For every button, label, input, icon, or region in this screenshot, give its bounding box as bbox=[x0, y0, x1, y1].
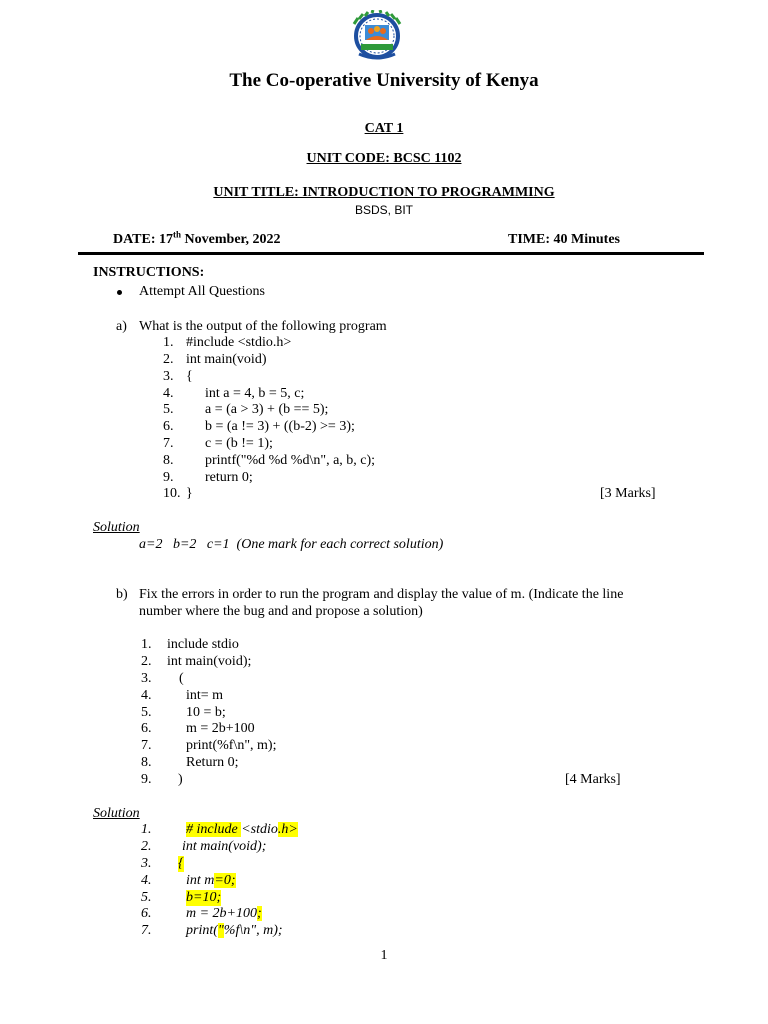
solution-line bbox=[186, 923, 283, 939]
solution-highlight: " bbox=[217, 923, 224, 938]
question-a-label: a) bbox=[116, 319, 127, 334]
line-number: 7. bbox=[141, 923, 152, 938]
line-number: 7. bbox=[163, 436, 174, 451]
question-b-text-line1: Fix the errors in order to run the program and display the value of m. (Indicate the line bbox=[139, 587, 624, 602]
question-b-text-line2: number where the bug and and propose a solution) bbox=[139, 604, 423, 619]
line-number: 2. bbox=[141, 839, 152, 854]
date-prefix: DATE: 17 bbox=[113, 232, 174, 247]
code-line: m = 2b+100 bbox=[186, 721, 255, 736]
line-number: 2. bbox=[163, 352, 174, 367]
line-number: 1. bbox=[141, 822, 152, 837]
line-number: 5. bbox=[141, 890, 152, 905]
solution-highlight: ; bbox=[257, 906, 262, 921]
line-number: 1. bbox=[163, 335, 174, 350]
line-number: 5. bbox=[163, 402, 174, 417]
exam-date bbox=[113, 229, 281, 248]
solution-highlight: .h> bbox=[277, 822, 298, 837]
code-line: a = (a > 3) + (b == 5); bbox=[205, 402, 329, 417]
line-number: 4. bbox=[141, 873, 152, 888]
instructions-heading: INSTRUCTIONS: bbox=[93, 265, 205, 280]
university-name: The Co-operative University of Kenya bbox=[229, 70, 539, 91]
question-a-solution-label: Solution bbox=[93, 520, 140, 535]
solution-text: m = 2b+100 bbox=[186, 906, 258, 921]
code-line: include stdio bbox=[167, 637, 239, 652]
line-number: 6. bbox=[163, 419, 174, 434]
line-number: 6. bbox=[141, 906, 152, 921]
solution-line: { bbox=[178, 856, 184, 871]
date-suffix: November, 2022 bbox=[181, 232, 281, 247]
question-a-text: What is the output of the following program bbox=[139, 319, 387, 334]
line-number: 4. bbox=[163, 386, 174, 401]
code-line: ( bbox=[179, 671, 184, 686]
line-number: 9. bbox=[141, 772, 152, 787]
solution-line bbox=[186, 822, 298, 838]
instruction-item: Attempt All Questions bbox=[139, 284, 265, 299]
code-line: 10 = b; bbox=[186, 705, 226, 720]
solution-text: print( bbox=[186, 923, 218, 938]
code-line: b = (a != 3) + ((b-2) >= 3); bbox=[205, 419, 355, 434]
bullet-icon bbox=[117, 290, 122, 295]
question-a-marks: [3 Marks] bbox=[600, 486, 656, 501]
code-line: } bbox=[186, 486, 193, 501]
line-number: 4. bbox=[141, 688, 152, 703]
exam-time: TIME: 40 Minutes bbox=[508, 232, 620, 247]
solution-line: int main(void); bbox=[182, 839, 267, 854]
line-number: 2. bbox=[141, 654, 152, 669]
solution-highlight: # include bbox=[186, 822, 242, 837]
question-b-label: b) bbox=[116, 587, 128, 602]
solution-text: %f\n", m); bbox=[223, 923, 283, 938]
code-line: { bbox=[186, 369, 193, 384]
line-number: 5. bbox=[141, 705, 152, 720]
solution-line bbox=[186, 873, 236, 889]
code-line: int main(void); bbox=[167, 654, 252, 669]
question-b-marks: [4 Marks] bbox=[565, 772, 621, 787]
code-line: int main(void) bbox=[186, 352, 267, 367]
line-number: 3. bbox=[141, 856, 152, 871]
header-divider bbox=[78, 252, 704, 255]
solution-line: b=10; bbox=[186, 890, 222, 905]
line-number: 1. bbox=[141, 637, 152, 652]
unit-code: UNIT CODE: BCSC 1102 bbox=[306, 151, 462, 166]
code-line: int a = 4, b = 5, c; bbox=[205, 386, 305, 401]
date-superscript: th bbox=[173, 229, 182, 240]
co-operative-university-crest bbox=[345, 10, 409, 62]
line-number: 7. bbox=[141, 738, 152, 753]
solution-text: int m bbox=[186, 873, 215, 888]
code-line: int= m bbox=[186, 688, 224, 703]
page-number: 1 bbox=[380, 948, 388, 963]
exam-title: CAT 1 bbox=[364, 121, 404, 136]
question-a-solution: a=2 b=2 c=1 (One mark for each correct solution) bbox=[139, 537, 444, 552]
programmes: BSDS, BIT bbox=[354, 203, 413, 217]
question-b-solution-label: Solution bbox=[93, 806, 140, 821]
university-logo bbox=[345, 10, 409, 62]
line-number: 8. bbox=[141, 755, 152, 770]
code-line: print(%f\n", m); bbox=[186, 738, 277, 753]
code-line: ) bbox=[178, 772, 183, 787]
code-line: c = (b != 1); bbox=[205, 436, 273, 451]
code-line: printf("%d %d %d\n", a, b, c); bbox=[205, 453, 376, 468]
solution-highlight: =0; bbox=[214, 873, 236, 888]
code-line: return 0; bbox=[205, 470, 253, 485]
line-number: 10. bbox=[163, 486, 181, 501]
line-number: 3. bbox=[163, 369, 174, 384]
line-number: 9. bbox=[163, 470, 174, 485]
unit-title: UNIT TITLE: INTRODUCTION TO PROGRAMMING bbox=[213, 185, 555, 200]
line-number: 8. bbox=[163, 453, 174, 468]
line-number: 3. bbox=[141, 671, 152, 686]
solution-line bbox=[186, 906, 262, 922]
code-line: Return 0; bbox=[186, 755, 239, 770]
solution-text: <stdio bbox=[241, 822, 278, 837]
code-line: #include <stdio.h> bbox=[186, 335, 292, 350]
line-number: 6. bbox=[141, 721, 152, 736]
